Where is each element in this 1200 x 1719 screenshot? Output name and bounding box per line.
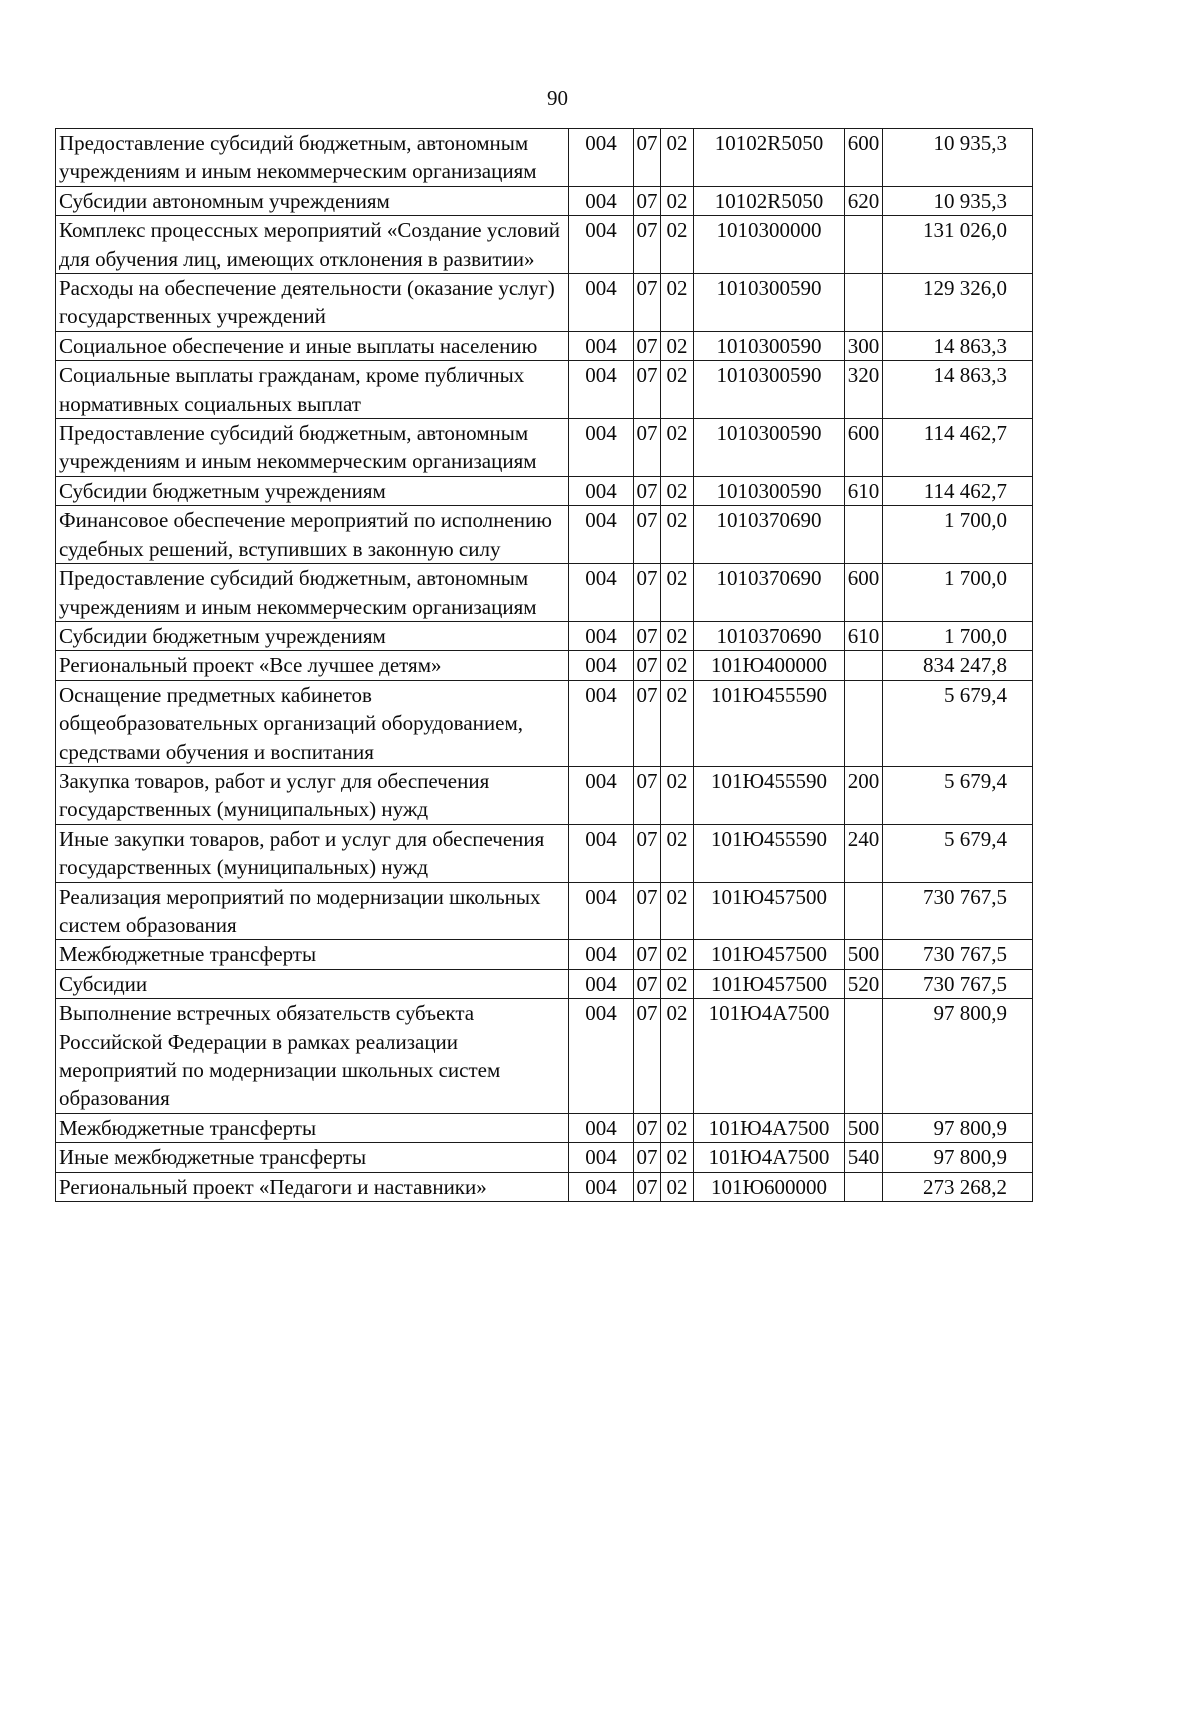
ministry-code-cell: 004 [569,564,634,622]
table-row [56,331,1033,360]
amount-cell: 730 767,5 [883,882,1033,940]
item-name-cell: Социальное обеспечение и иные выплаты населению [56,331,569,360]
subsection-code-cell: 02 [661,824,694,882]
subsection-code-cell: 02 [661,564,694,622]
ministry-code-cell: 004 [569,651,634,680]
target-article-cell: 101Ю400000 [694,651,845,680]
table-row [56,476,1033,505]
expense-type-cell: 240 [845,824,883,882]
subsection-code-cell: 02 [661,274,694,332]
expense-type-cell: 540 [845,1143,883,1172]
ministry-code-cell: 004 [569,129,634,187]
section-code-cell: 07 [634,940,661,969]
target-article-cell: 101Ю457500 [694,969,845,998]
target-article-cell: 1010300590 [694,274,845,332]
item-name-cell: Предоставление субсидий бюджетным, автономным учреждениям и иным некоммерческим организациям [56,419,569,477]
section-code-cell: 07 [634,274,661,332]
section-code-cell: 07 [634,564,661,622]
table-row [56,564,1033,622]
expense-type-cell [845,882,883,940]
section-code-cell: 07 [634,824,661,882]
section-code-cell: 07 [634,651,661,680]
item-name-cell: Финансовое обеспечение мероприятий по исполнению судебных решений, вступивших в законную силу [56,506,569,564]
target-article-cell: 10102R5050 [694,186,845,215]
table-row [56,186,1033,215]
subsection-code-cell: 02 [661,419,694,477]
subsection-code-cell: 02 [661,361,694,419]
table-row [56,216,1033,274]
expense-type-cell [845,506,883,564]
section-code-cell: 07 [634,361,661,419]
subsection-code-cell: 02 [661,940,694,969]
page-number: 90 [547,86,568,110]
expense-type-cell: 620 [845,186,883,215]
target-article-cell: 101Ю4А7500 [694,1143,845,1172]
item-name-cell: Межбюджетные трансферты [56,940,569,969]
target-article-cell: 101Ю455590 [694,766,845,824]
expense-type-cell: 600 [845,564,883,622]
amount-cell: 5 679,4 [883,824,1033,882]
table-row [56,969,1033,998]
target-article-cell: 1010300590 [694,419,845,477]
section-code-cell: 07 [634,216,661,274]
table-row [56,651,1033,680]
subsection-code-cell: 02 [661,186,694,215]
ministry-code-cell: 004 [569,506,634,564]
amount-cell: 273 268,2 [883,1172,1033,1201]
item-name-cell: Субсидии [56,969,569,998]
target-article-cell: 101Ю457500 [694,940,845,969]
section-code-cell: 07 [634,1113,661,1142]
amount-cell: 730 767,5 [883,940,1033,969]
amount-cell: 1 700,0 [883,621,1033,650]
amount-cell: 14 863,3 [883,361,1033,419]
budget-table [55,128,1033,1202]
subsection-code-cell: 02 [661,1143,694,1172]
table-row [56,129,1033,187]
ministry-code-cell: 004 [569,940,634,969]
expense-type-cell: 320 [845,361,883,419]
item-name-cell: Предоставление субсидий бюджетным, автономным учреждениям и иным некоммерческим организациям [56,564,569,622]
section-code-cell: 07 [634,882,661,940]
ministry-code-cell: 004 [569,331,634,360]
section-code-cell: 07 [634,1172,661,1201]
target-article-cell: 1010300590 [694,361,845,419]
target-article-cell: 1010300000 [694,216,845,274]
expense-type-cell [845,680,883,766]
ministry-code-cell: 004 [569,476,634,505]
target-article-cell: 101Ю600000 [694,1172,845,1201]
subsection-code-cell: 02 [661,1113,694,1142]
ministry-code-cell: 004 [569,186,634,215]
subsection-code-cell: 02 [661,651,694,680]
ministry-code-cell: 004 [569,1143,634,1172]
ministry-code-cell: 004 [569,999,634,1114]
ministry-code-cell: 004 [569,1113,634,1142]
target-article-cell: 101Ю4А7500 [694,1113,845,1142]
table-row [56,1143,1033,1172]
expense-type-cell [845,274,883,332]
item-name-cell: Региональный проект «Все лучшее детям» [56,651,569,680]
section-code-cell: 07 [634,969,661,998]
section-code-cell: 07 [634,621,661,650]
ministry-code-cell: 004 [569,419,634,477]
table-row [56,680,1033,766]
amount-cell: 1 700,0 [883,506,1033,564]
target-article-cell: 1010370690 [694,506,845,564]
section-code-cell: 07 [634,506,661,564]
subsection-code-cell: 02 [661,969,694,998]
expense-type-cell: 500 [845,940,883,969]
item-name-cell: Иные межбюджетные трансферты [56,1143,569,1172]
amount-cell: 14 863,3 [883,331,1033,360]
amount-cell: 97 800,9 [883,1113,1033,1142]
table-row [56,824,1033,882]
ministry-code-cell: 004 [569,766,634,824]
subsection-code-cell: 02 [661,129,694,187]
amount-cell: 97 800,9 [883,999,1033,1114]
expense-type-cell: 610 [845,476,883,505]
item-name-cell: Социальные выплаты гражданам, кроме публичных нормативных социальных выплат [56,361,569,419]
ministry-code-cell: 004 [569,969,634,998]
expense-type-cell: 500 [845,1113,883,1142]
section-code-cell: 07 [634,419,661,477]
expense-type-cell: 300 [845,331,883,360]
target-article-cell: 1010300590 [694,476,845,505]
item-name-cell: Расходы на обеспечение деятельности (оказание услуг) государственных учреждений [56,274,569,332]
target-article-cell: 1010370690 [694,621,845,650]
table-row [56,940,1033,969]
subsection-code-cell: 02 [661,331,694,360]
target-article-cell: 101Ю455590 [694,680,845,766]
ministry-code-cell: 004 [569,1172,634,1201]
section-code-cell: 07 [634,1143,661,1172]
subsection-code-cell: 02 [661,999,694,1114]
item-name-cell: Субсидии бюджетным учреждениям [56,476,569,505]
item-name-cell: Закупка товаров, работ и услуг для обеспечения государственных (муниципальных) нужд [56,766,569,824]
target-article-cell: 10102R5050 [694,129,845,187]
ministry-code-cell: 004 [569,216,634,274]
amount-cell: 114 462,7 [883,476,1033,505]
item-name-cell: Региональный проект «Педагоги и наставники» [56,1172,569,1201]
target-article-cell: 101Ю4А7500 [694,999,845,1114]
expense-type-cell [845,1172,883,1201]
item-name-cell: Межбюджетные трансферты [56,1113,569,1142]
amount-cell: 10 935,3 [883,186,1033,215]
subsection-code-cell: 02 [661,1172,694,1201]
ministry-code-cell: 004 [569,882,634,940]
subsection-code-cell: 02 [661,882,694,940]
amount-cell: 131 026,0 [883,216,1033,274]
target-article-cell: 101Ю455590 [694,824,845,882]
expense-type-cell: 600 [845,129,883,187]
table-row [56,621,1033,650]
subsection-code-cell: 02 [661,621,694,650]
expense-type-cell [845,651,883,680]
table-row [56,361,1033,419]
subsection-code-cell: 02 [661,766,694,824]
ministry-code-cell: 004 [569,274,634,332]
table-row [56,882,1033,940]
amount-cell: 5 679,4 [883,766,1033,824]
amount-cell: 1 700,0 [883,564,1033,622]
item-name-cell: Выполнение встречных обязательств субъекта Российской Федерации в рамках реализации мероприятий по модернизации школьных систем образования [56,999,569,1114]
subsection-code-cell: 02 [661,216,694,274]
subsection-code-cell: 02 [661,506,694,564]
amount-cell: 834 247,8 [883,651,1033,680]
section-code-cell: 07 [634,766,661,824]
section-code-cell: 07 [634,129,661,187]
table-row [56,1172,1033,1201]
item-name-cell: Оснащение предметных кабинетов общеобразовательных организаций оборудованием, средствами обучения и воспитания [56,680,569,766]
ministry-code-cell: 004 [569,361,634,419]
subsection-code-cell: 02 [661,680,694,766]
expense-type-cell: 610 [845,621,883,650]
amount-cell: 114 462,7 [883,419,1033,477]
item-name-cell: Субсидии автономным учреждениям [56,186,569,215]
expense-type-cell: 200 [845,766,883,824]
target-article-cell: 1010370690 [694,564,845,622]
ministry-code-cell: 004 [569,621,634,650]
amount-cell: 10 935,3 [883,129,1033,187]
item-name-cell: Комплекс процессных мероприятий «Создание условий для обучения лиц, имеющих отклонения в развитии» [56,216,569,274]
amount-cell: 129 326,0 [883,274,1033,332]
amount-cell: 5 679,4 [883,680,1033,766]
expense-type-cell: 600 [845,419,883,477]
target-article-cell: 101Ю457500 [694,882,845,940]
amount-cell: 97 800,9 [883,1143,1033,1172]
item-name-cell: Иные закупки товаров, работ и услуг для обеспечения государственных (муниципальных) нужд [56,824,569,882]
expense-type-cell: 520 [845,969,883,998]
section-code-cell: 07 [634,186,661,215]
table-row [56,999,1033,1114]
section-code-cell: 07 [634,680,661,766]
table-row [56,506,1033,564]
item-name-cell: Реализация мероприятий по модернизации школьных систем образования [56,882,569,940]
ministry-code-cell: 004 [569,680,634,766]
section-code-cell: 07 [634,999,661,1114]
expense-type-cell [845,216,883,274]
item-name-cell: Предоставление субсидий бюджетным, автономным учреждениям и иным некоммерческим организациям [56,129,569,187]
section-code-cell: 07 [634,331,661,360]
table-row [56,274,1033,332]
item-name-cell: Субсидии бюджетным учреждениям [56,621,569,650]
table-row [56,766,1033,824]
table-row [56,1113,1033,1142]
ministry-code-cell: 004 [569,824,634,882]
target-article-cell: 1010300590 [694,331,845,360]
budget-table-body [56,129,1033,1202]
table-row [56,419,1033,477]
amount-cell: 730 767,5 [883,969,1033,998]
subsection-code-cell: 02 [661,476,694,505]
section-code-cell: 07 [634,476,661,505]
expense-type-cell [845,999,883,1114]
